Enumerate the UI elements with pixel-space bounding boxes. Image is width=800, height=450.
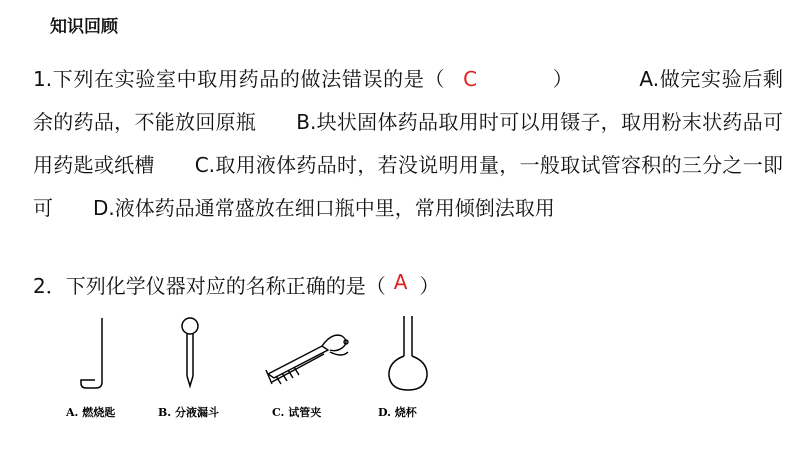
question-1-stem: 1.下列在实验室中取用药品的做法错误的是（ xyxy=(33,67,446,91)
option-a: A.做完实验后剩余的药品，不能放回原瓶 xyxy=(33,67,784,134)
option-d: D.液体药品通常盛放在细口瓶中里，常用倾倒法取用 xyxy=(93,196,555,220)
separatory-funnel-icon xyxy=(182,318,198,386)
option-b: B.块状固体药品取用时可以用镊子，取用粉末状药品可用药匙或纸槽 xyxy=(33,110,784,177)
flask-icon xyxy=(389,316,427,390)
question-1-answer: C xyxy=(463,67,478,91)
test-tube-holder-icon xyxy=(266,335,348,384)
caption-d: D. 烧杯 xyxy=(378,406,417,419)
combustion-spoon-icon xyxy=(81,318,102,388)
option-c: C.取用液体药品时，若没说明用量，一般取试管容积的三分之一即可 xyxy=(33,153,784,220)
caption-b: B. 分液漏斗 xyxy=(158,406,219,419)
section-title: 知识回顾 xyxy=(50,17,118,37)
question-1-close: ） xyxy=(552,67,574,91)
question-2-answer: A xyxy=(393,270,408,294)
question-1 xyxy=(33,58,783,230)
question-2-stem: 2．下列化学仪器对应的名称正确的是（ xyxy=(33,274,386,298)
question-2 xyxy=(33,270,439,302)
caption-a: A. 燃烧匙 xyxy=(66,406,116,419)
question-2-close: ） xyxy=(419,274,440,298)
caption-c: C. 试管夹 xyxy=(272,406,322,419)
